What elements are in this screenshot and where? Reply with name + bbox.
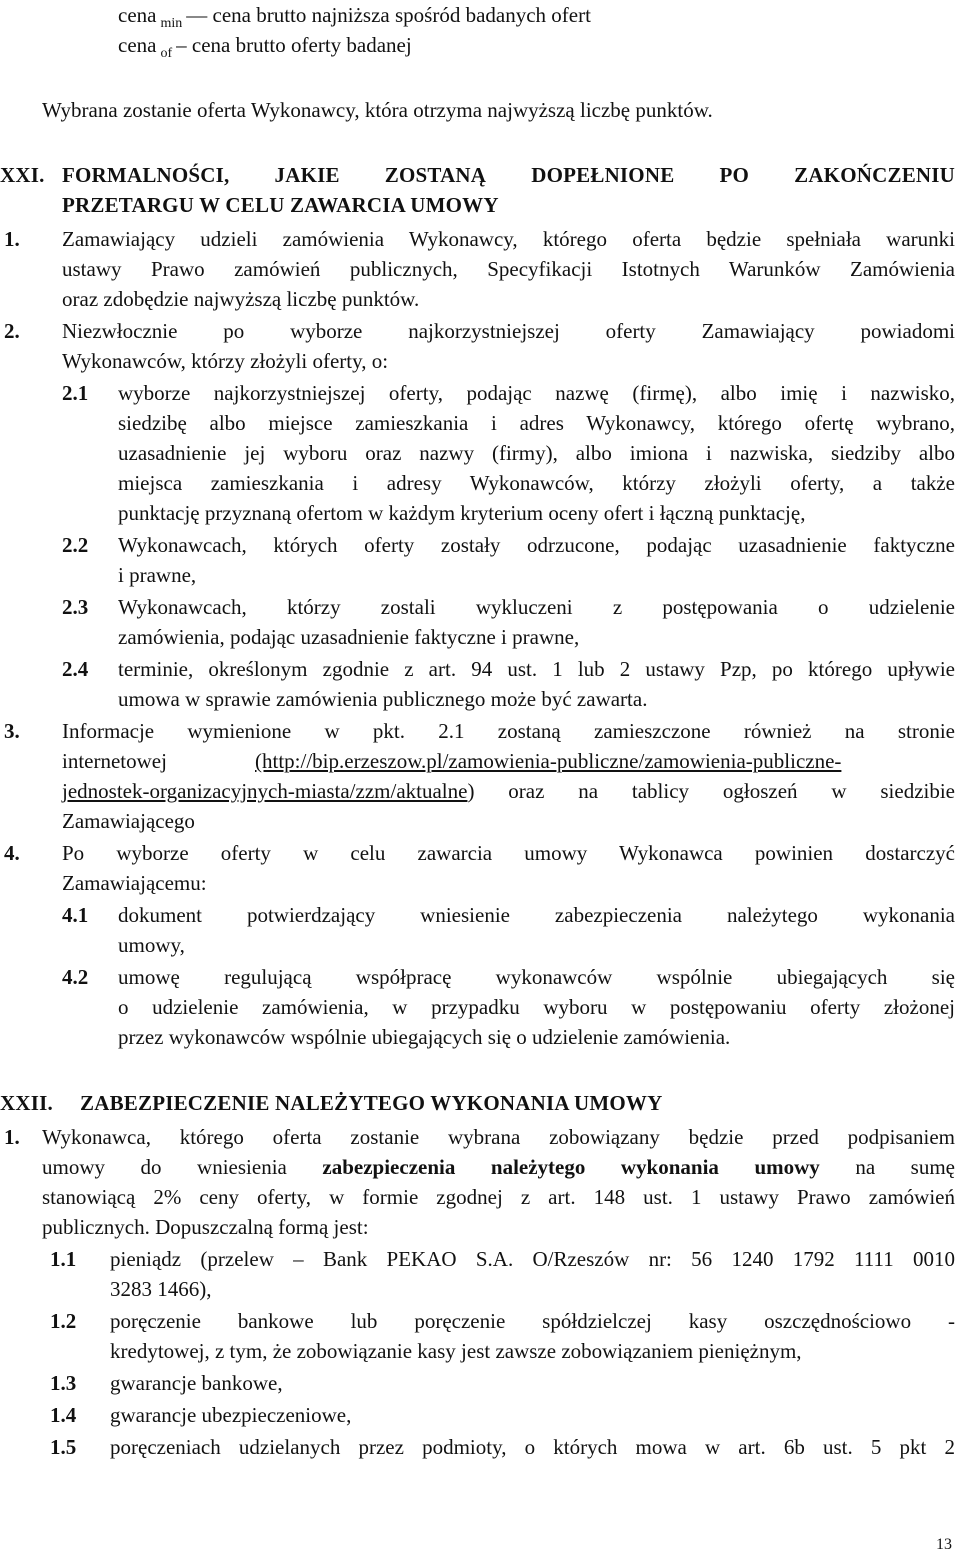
xxii-item-1-1-line1: pieniądz (przelew – Bank PEKAO S.A. O/Rzeszów nr: 56 1240 1792 1111 0010 bbox=[110, 1247, 955, 1271]
xxi-item-3-line1: Informacje wymienione w pkt. 2.1 zostaną zamieszczone również na stronie bbox=[62, 719, 955, 743]
bip-link-part1[interactable]: (http://bip.erzeszow.pl/zamowienia-publiczne/zamowienia-publiczne- bbox=[255, 749, 842, 773]
xxi-item-3-line4: Zamawiającego bbox=[62, 809, 195, 833]
xxi-item-2-line2: Wykonawców, którzy złożyli oferty, o: bbox=[62, 349, 389, 373]
xxii-item-1-2-number: 1.2 bbox=[50, 1309, 77, 1333]
xxi-item-1-number: 1. bbox=[4, 227, 20, 251]
xxi-item-4-1-line2: umowy, bbox=[118, 933, 185, 957]
xxii-item-1-line2: umowy do wniesienia zabezpieczenia należytego wykonania umowy na sumę bbox=[42, 1155, 956, 1179]
xxii-item-1-number: 1. bbox=[4, 1125, 20, 1149]
xxi-item-2-2-line2: i prawne, bbox=[118, 563, 197, 587]
xxi-item-2-3-number: 2.3 bbox=[62, 595, 89, 619]
xxi-item-1-line2: ustawy Prawo zamówień publicznych, Specyfikacji Istotnych Warunków Zamówienia bbox=[62, 257, 955, 281]
xxi-item-4-number: 4. bbox=[4, 841, 20, 865]
xxi-item-2-4-line2: umowa w sprawie zamówienia publicznego może być zawarta. bbox=[118, 687, 648, 711]
xxi-item-2-1-line3: uzasadnienie jej wyboru oraz nazwy (firmy), albo imiona i nazwiska, siedziby albo bbox=[118, 441, 955, 465]
xxii-item-1-5-line1: poręczeniach udzielanych przez podmioty, o których mowa w art. 6b ust. 5 pkt 2 bbox=[110, 1435, 955, 1459]
section-xxii-title: ZABEZPIECZENIE NALEŻYTEGO WYKONANIA UMOWY bbox=[80, 1091, 663, 1115]
xxi-item-2-1-line4: miejsca zamieszkania i adresy Wykonawców, którzy złożyli oferty, a także bbox=[118, 471, 955, 495]
xxii-item-1-5-number: 1.5 bbox=[50, 1435, 77, 1459]
xxii-item-1-1-number: 1.1 bbox=[50, 1247, 77, 1271]
xxii-item-1-4-number: 1.4 bbox=[50, 1403, 77, 1427]
xxi-item-2-3-line1: Wykonawcach, którzy zostali wykluczeni z postępowania o udzielenie bbox=[118, 595, 955, 619]
section-xxi-title-line1: FORMALNOŚCI, JAKIE ZOSTANĄ DOPEŁNIONE PO ZAKOŃCZENIU bbox=[62, 163, 955, 187]
xxi-item-4-line1: Po wyborze oferty w celu zawarcia umowy Wykonawca powinien dostarczyć bbox=[62, 841, 955, 865]
xxi-item-2-4-line1: terminie, określonym zgodnie z art. 94 ust. 1 lub 2 ustawy Pzp, po którego upływie bbox=[118, 657, 955, 681]
xxi-item-2-1-line1: wyborze najkorzystniejszej oferty, podając nazwę (firmę), albo imię i nazwisko, bbox=[118, 381, 955, 405]
xxi-item-3-line2-label: internetowej bbox=[62, 749, 167, 773]
xxi-item-4-2-line1: umowę regulującą współpracę wykonawców wspólnie ubiegających się bbox=[118, 965, 955, 989]
xxii-item-1-line1: Wykonawca, którego oferta zostanie wybrana zobowiązany będzie przed podpisaniem bbox=[42, 1125, 955, 1149]
section-xxi-title-line2: PRZETARGU W CELU ZAWARCIA UMOWY bbox=[62, 193, 499, 217]
xxii-item-1-1-line2: 3283 1466), bbox=[110, 1277, 212, 1301]
selection-note: Wybrana zostanie oferta Wykonawcy, która otrzyma najwyższą liczbę punktów. bbox=[42, 98, 713, 122]
xxi-item-4-2-line3: przez wykonawców wspólnie ubiegających się o udzielenie zamówienia. bbox=[118, 1025, 731, 1049]
formula-line-min: cena $_{min}$ — cena brutto najniższa spośród badanych ofert bbox=[118, 3, 591, 31]
section-xxii-number: XXII. bbox=[0, 1091, 53, 1115]
xxii-item-1-line4: publicznych. Dopuszczalną formą jest: bbox=[42, 1215, 369, 1239]
xxii-item-1-3-number: 1.3 bbox=[50, 1371, 77, 1395]
xxi-item-4-2-line2: o udzielenie zamówienia, w przypadku wyboru w postępowaniu oferty złożonej bbox=[118, 995, 955, 1019]
xxi-item-4-1-number: 4.1 bbox=[62, 903, 89, 927]
section-xxi-number: XXI. bbox=[0, 163, 45, 187]
xxi-item-2-1-number: 2.1 bbox=[62, 381, 89, 405]
xxii-item-1-4-line1: gwarancje ubezpieczeniowe, bbox=[110, 1403, 352, 1427]
xxii-item-1-3-line1: gwarancje bankowe, bbox=[110, 1371, 283, 1395]
xxi-item-1-line1: Zamawiający udzieli zamówienia Wykonawcy, którego oferta będzie spełniała warunki bbox=[62, 227, 955, 251]
xxi-item-2-1-line5: punktację przyznaną ofertom w każdym kryterium oceny ofert i łączną punktację, bbox=[118, 501, 806, 525]
xxi-item-3-url-line1[interactable] bbox=[255, 746, 841, 776]
xxii-item-1-2-line1: poręczenie bankowe lub poręczenie spółdzielczej kasy oszczędnościowo - bbox=[110, 1309, 955, 1333]
page-number: 13 bbox=[936, 1536, 952, 1553]
xxi-item-2-2-number: 2.2 bbox=[62, 533, 89, 557]
xxi-item-3-number: 3. bbox=[4, 719, 20, 743]
xxi-item-2-2-line1: Wykonawcach, których oferty zostały odrzucone, podając uzasadnienie faktyczne bbox=[118, 533, 955, 557]
xxi-item-1-line3: oraz zdobędzie najwyższą liczbę punktów. bbox=[62, 287, 420, 311]
xxi-item-2-1-line2: siedzibę albo miejsce zamieszkania i adres Wykonawcy, którego ofertę wybrano, bbox=[118, 411, 955, 435]
xxi-item-2-number: 2. bbox=[4, 319, 20, 343]
xxii-item-1-2-line2: kredytowej, z tym, że zobowiązanie kasy jest zawsze zobowiązaniem pieniężnym, bbox=[110, 1339, 802, 1363]
xxi-item-4-line2: Zamawiającemu: bbox=[62, 871, 207, 895]
xxi-item-2-3-line2: zamówienia, podając uzasadnienie faktyczne i prawne, bbox=[118, 625, 580, 649]
xxi-item-4-2-number: 4.2 bbox=[62, 965, 89, 989]
formula-line-of: cena $_{of}$ – cena brutto oferty badanej bbox=[118, 33, 412, 61]
xxi-item-3-line3: jednostek-organizacyjnych-miasta/zzm/aktualne) oraz na tablicy ogłoszeń w siedzibie bbox=[62, 779, 955, 803]
bip-link-part2[interactable]: jednostek-organizacyjnych-miasta/zzm/aktualne bbox=[62, 779, 468, 803]
xxi-item-2-4-number: 2.4 bbox=[62, 657, 89, 681]
xxii-item-1-line3: stanowiącą 2% ceny oferty, w formie zgodnej z art. 148 ust. 1 ustawy Prawo zamówień bbox=[42, 1185, 955, 1209]
xxi-item-4-1-line1: dokument potwierdzający wniesienie zabezpieczenia należytego wykonania bbox=[118, 903, 955, 927]
xxi-item-2-line1: Niezwłocznie po wyborze najkorzystniejszej oferty Zamawiający powiadomi bbox=[62, 319, 955, 343]
